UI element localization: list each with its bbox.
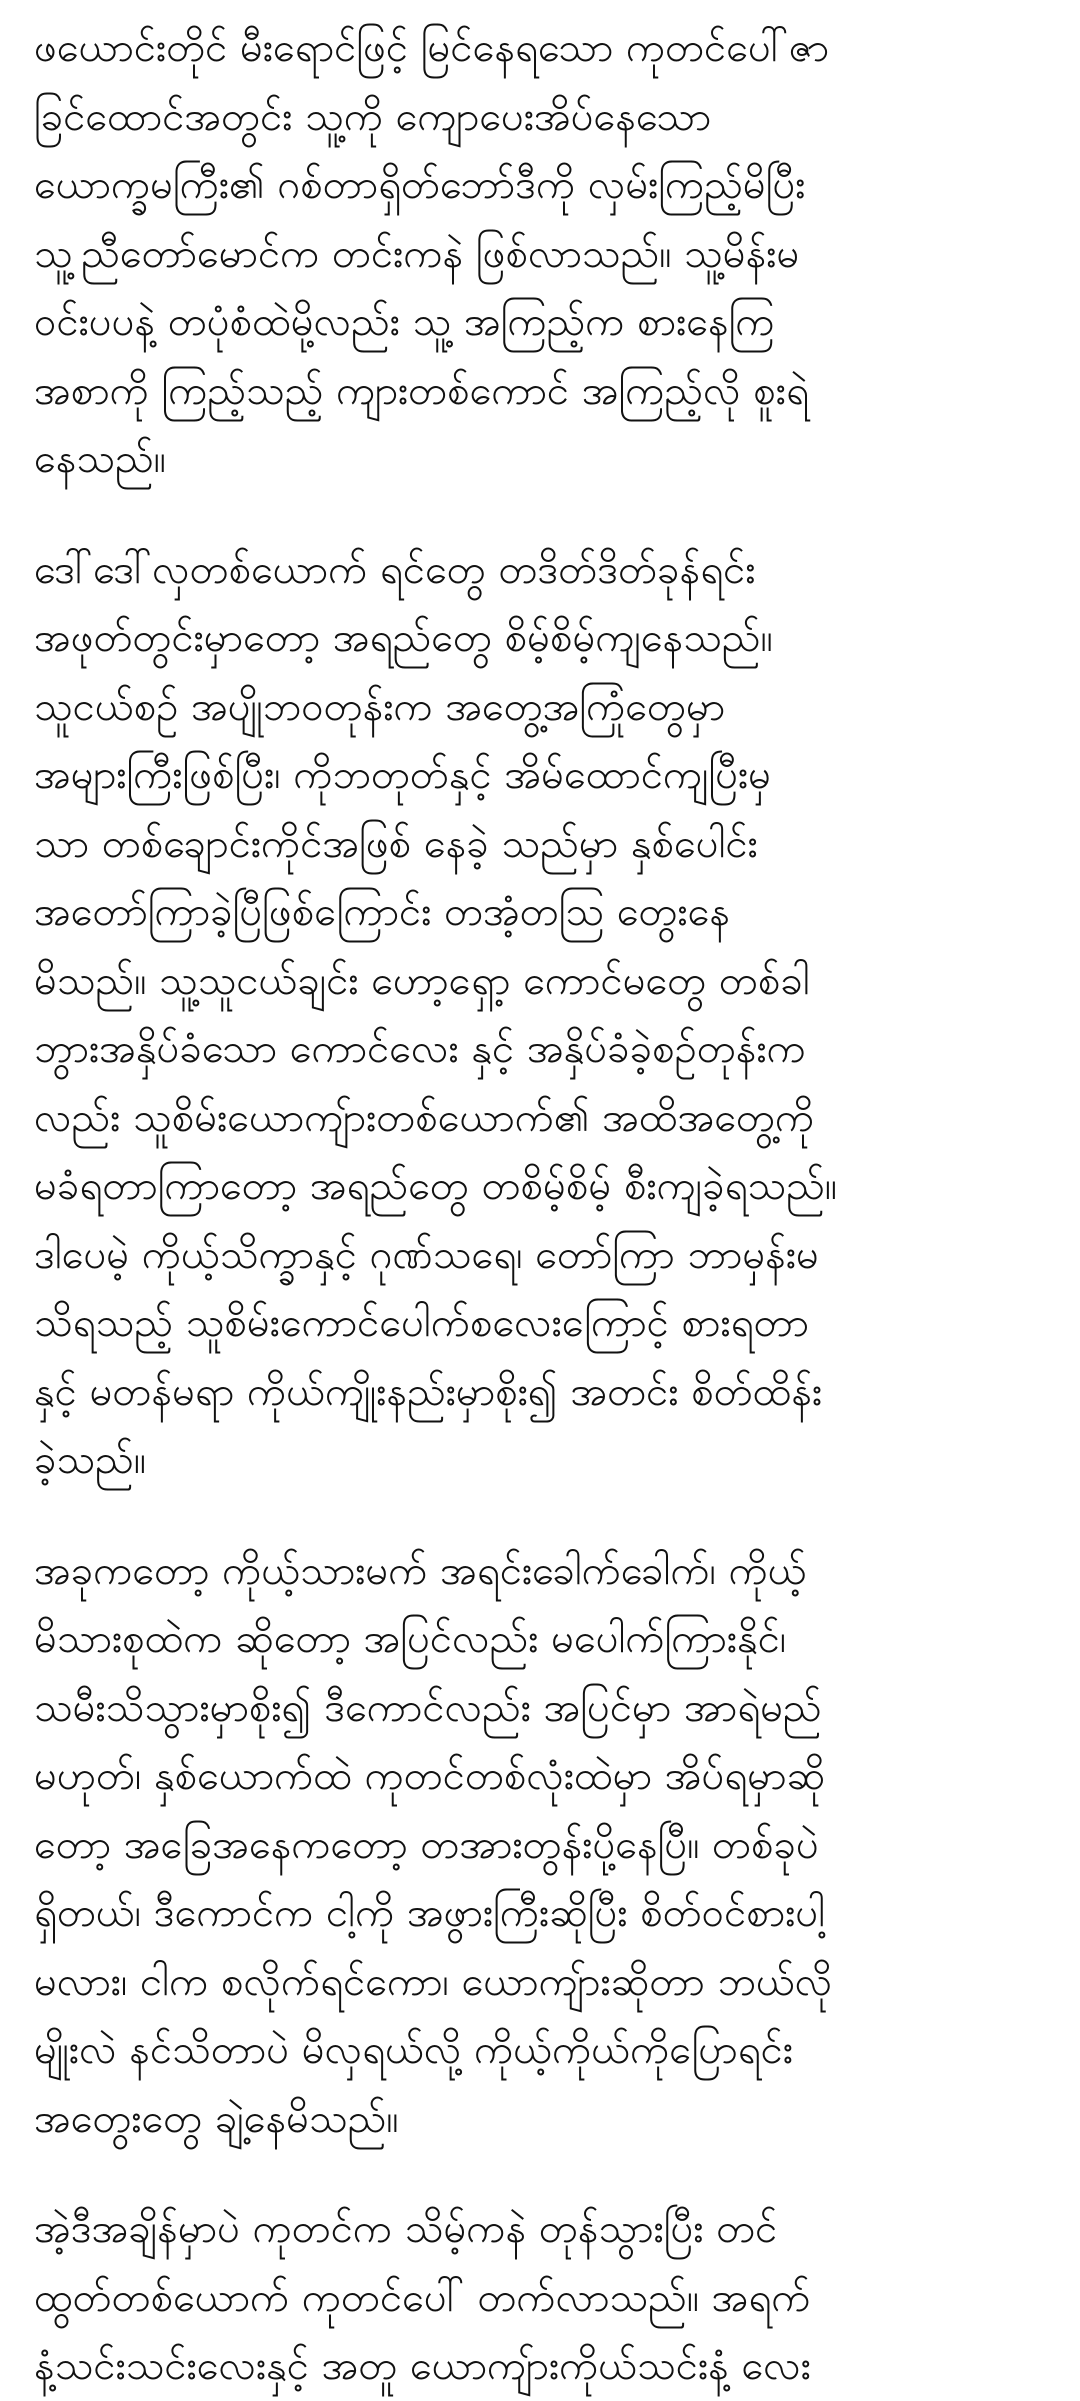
text-line: အတွေးတွေ ချဲ့နေမိသည်။: [34, 2095, 399, 2142]
text-line: သူ့ညီတော်မောင်က တင်းကနဲ ဖြစ်လာသည်။ သူ့မိန်းမ: [34, 230, 800, 277]
text-line: ခဲ့သည်။: [34, 1437, 146, 1483]
paragraph-1: [34, 14, 1046, 494]
text-line: မျိုးလဲ နင်သိတာပဲ မိလှရယ်လို့ ကိုယ့်ကိုယ်ကိုပြောရင်း: [34, 2027, 794, 2073]
text-line: တော့ အခြေအနေကတော့ တအားတွန်းပို့နေပြီ။ တစ်ခုပဲ: [34, 1821, 819, 1868]
text-line: ဒေါ်ဒေါ်လှတစ်ယောက် ရင်တွေ တဒိတ်ဒိတ်ခုန်ရင်း: [34, 546, 756, 593]
text-line: ဖယောင်းတိုင် မီးရောင်ဖြင့် မြင်နေရသော ကုတင်ပေါ်ဇာ: [34, 25, 830, 71]
text-line: မလား၊ ငါက စလိုက်ရင်ကော၊ ယောကျ်ားဆိုတာ ဘယ်လို: [34, 1958, 833, 2005]
text-line: မိသားစုထဲက ဆိုတော့ အပြင်လည်း မပေါက်ကြားနိုင်၊: [34, 1616, 787, 1662]
text-line: ဝင်းပပနဲ့ တပုံစံထဲမို့လည်း သူ့ အကြည့်က စားနေကြ: [34, 299, 775, 345]
text-line: အဖုတ်တွင်းမှာတော့ အရည်တွေ စိမ့်စိမ့်ကျနေသည်။: [34, 615, 773, 661]
text-line: ခြင်ထောင်အတွင်း သူ့ကို ကျောပေးအိပ်နေသော: [34, 93, 712, 140]
text-line: အခုကတော့ ကိုယ့်သားမက် အရင်းခေါက်ခေါက်၊ ကိုယ့်: [34, 1547, 807, 1594]
text-line: နေသည်။: [34, 436, 166, 482]
text-line: အများကြီးဖြစ်ပြီး၊ ကိုဘတုတ်နှင့် အိမ်ထောင်ကျပြီးမှ: [34, 752, 772, 798]
text-line: သာ တစ်ချောင်းကိုင်အဖြစ် နေခဲ့ သည်မှာ နှစ်ပေါင်း: [34, 820, 758, 867]
text-line: သိရသည့် သူစိမ်းကောင်ပေါက်စလေးကြောင့် စားရတာ: [34, 1300, 809, 1346]
text-line: လည်း သူစိမ်းယောကျ်ားတစ်ယောက်၏ အထိအတွေ့ကို: [34, 1094, 815, 1141]
text-line: ဘွားအနှိပ်ခံသော ကောင်လေး နှင့် အနှိပ်ခံခဲ့စဥ်တုန်းက: [34, 1026, 806, 1072]
paragraph-4: [34, 2195, 1046, 2401]
text-line: ရှိတယ်၊ ဒီကောင်က ငါ့ကို အဖွားကြီးဆိုပြီး စိတ်ဝင်စားပါ့: [34, 1890, 826, 1936]
text-line: ယောက္ခမကြီး၏ ဂစ်တာရှိတ်ဘော်ဒီကို လှမ်းကြည့်မိပြီး: [34, 162, 806, 208]
paragraph-2: [34, 536, 1046, 1495]
text-line: ထွတ်တစ်ယောက် ကုတင်ပေါ် တက်လာသည်။ အရက်: [34, 2274, 811, 2321]
text-line: သူငယ်စဥ် အပျိုဘဝတုန်းက အတွေ့အကြုံတွေမှာ: [34, 683, 726, 730]
text-line: အတော်ကြာခဲ့ပြီဖြစ်ကြောင်း တအံ့တသြ တွေးနေ: [34, 889, 731, 935]
text-line: မိသည်။ သူ့သူငယ်ချင်း ဟော့ရှော့ ကောင်မတွေ တစ်ခါ: [34, 957, 810, 1004]
text-line: ဒါပေမဲ့ ကိုယ့်သိက္ခာနှင့် ဂုဏ်သရေ၊ တော်ကြာ ဘာမှန်းမ: [34, 1231, 819, 1278]
text-line: မခံရတာကြာတော့ အရည်တွေ တစိမ့်စိမ့် စီးကျခဲ့ရသည်။: [34, 1163, 837, 1209]
text-line: နံ့သင်းသင်းလေးနှင့် အတူ ယောကျ်ားကိုယ်သင်းနံ့ လေး: [34, 2343, 811, 2389]
text-line: မဟုတ်၊ နှစ်ယောက်ထဲ ကုတင်တစ်လုံးထဲမှာ အိပ်ရမှာဆို: [34, 1753, 826, 1799]
text-line: အစာကို ကြည့်သည့် ကျားတစ်ကောင် အကြည့်လို စူးရဲ: [34, 367, 809, 414]
text-line: သမီးသိသွားမှာစိုး၍ ဒီကောင်လည်း အပြင်မှာ အာရဲမည်: [34, 1684, 822, 1731]
text-line: နှင့် မတန်မရာ ကိုယ်ကျိုးနည်းမှာစိုး၍ အတင်း စိတ်ထိန်း: [34, 1368, 823, 1415]
text-line: အဲ့ဒီအချိန်မှာပဲ ကုတင်က သိမ့်ကနဲ တုန်သွားပြီး တင်: [34, 2206, 778, 2252]
paragraph-3: [34, 1537, 1046, 2154]
